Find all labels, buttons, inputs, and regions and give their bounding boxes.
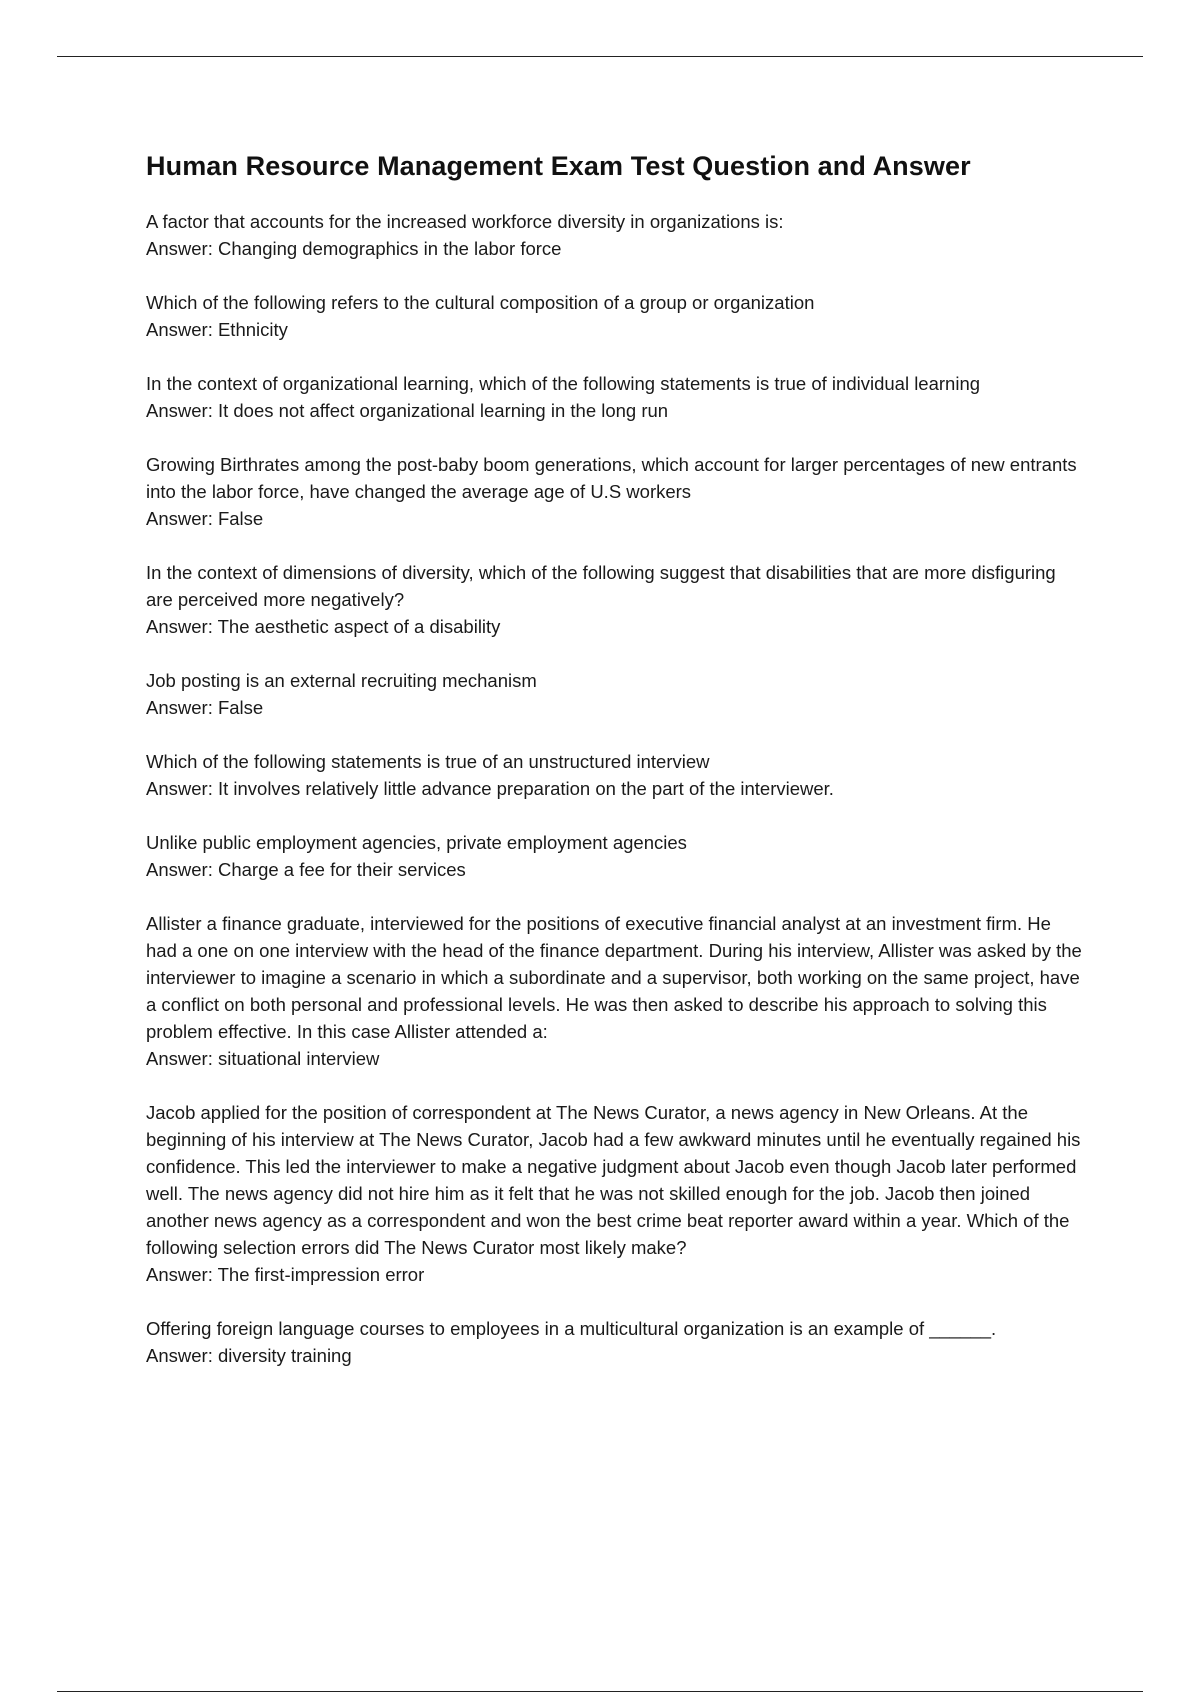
answer-text: Answer: It involves relatively little advance preparation on the part of the interviewer. <box>146 778 834 799</box>
question-text: Which of the following refers to the cultural composition of a group or organization <box>146 292 815 313</box>
qa-item <box>146 208 1086 262</box>
question-text: In the context of organizational learning, which of the following statements is true of individual learning <box>146 373 981 394</box>
answer-text: Answer: Changing demographics in the labor force <box>146 238 562 259</box>
answer-text: Answer: False <box>146 697 264 718</box>
answer-text: Answer: Charge a fee for their services <box>146 859 466 880</box>
answer-text: Answer: Ethnicity <box>146 319 288 340</box>
question-text: Jacob applied for the position of correspondent at The News Curator, a news agency in New Orleans. At the beginning of his interview at The News Curator, Jacob had a few awkward minutes until he eventually regained his confidence. This led the interviewer to make a negative judgment about Jacob even though Jacob later performed well. The news agency did not hire him as it felt that he was not skilled enough for the job. Jacob then joined another news agency as a correspondent and won the best crime beat reporter award within a year. Which of the following selection errors did The News Curator most likely make? <box>146 1102 1081 1258</box>
answer-text: Answer: The first-impression error <box>146 1264 425 1285</box>
qa-item <box>146 451 1086 532</box>
answer-text: Answer: diversity training <box>146 1345 352 1366</box>
question-text: Unlike public employment agencies, private employment agencies <box>146 832 687 853</box>
question-text: Allister a finance graduate, interviewed for the positions of executive financial analyst at an investment firm. He had a one on one interview with the head of the finance department. During his interview, Allister was asked by the interviewer to imagine a scenario in which a subordinate and a supervisor, both working on the same project, have a conflict on both personal and professional levels. He was then asked to describe his approach to solving this problem effective. In this case Allister attended a: <box>146 913 1082 1042</box>
qa-list <box>146 208 1086 1369</box>
question-text: A factor that accounts for the increased workforce diversity in organizations is: <box>146 211 784 232</box>
header-rule <box>57 56 1143 57</box>
qa-item <box>146 289 1086 343</box>
question-text: Growing Birthrates among the post-baby boom generations, which account for larger percentages of new entrants into the labor force, have changed the average age of U.S workers <box>146 454 1077 502</box>
answer-text: Answer: False <box>146 508 264 529</box>
qa-item <box>146 748 1086 802</box>
qa-item <box>146 667 1086 721</box>
qa-item <box>146 910 1086 1072</box>
document-title: Human Resource Management Exam Test Question and Answer <box>146 151 971 181</box>
question-text: Which of the following statements is true of an unstructured interview <box>146 751 710 772</box>
question-text: In the context of dimensions of diversity, which of the following suggest that disabilities that are more disfiguring are perceived more negatively? <box>146 562 1056 610</box>
question-text: Offering foreign language courses to employees in a multicultural organization is an example of ______. <box>146 1318 997 1339</box>
qa-item <box>146 370 1086 424</box>
qa-item <box>146 559 1086 640</box>
answer-text: Answer: situational interview <box>146 1048 380 1069</box>
answer-text: Answer: It does not affect organizational learning in the long run <box>146 400 669 421</box>
qa-item <box>146 1315 1086 1369</box>
qa-item <box>146 829 1086 883</box>
answer-text: Answer: The aesthetic aspect of a disability <box>146 616 501 637</box>
qa-item <box>146 1099 1086 1288</box>
question-text: Job posting is an external recruiting mechanism <box>146 670 537 691</box>
footer-rule <box>57 1691 1143 1692</box>
document-body <box>146 146 1086 1396</box>
